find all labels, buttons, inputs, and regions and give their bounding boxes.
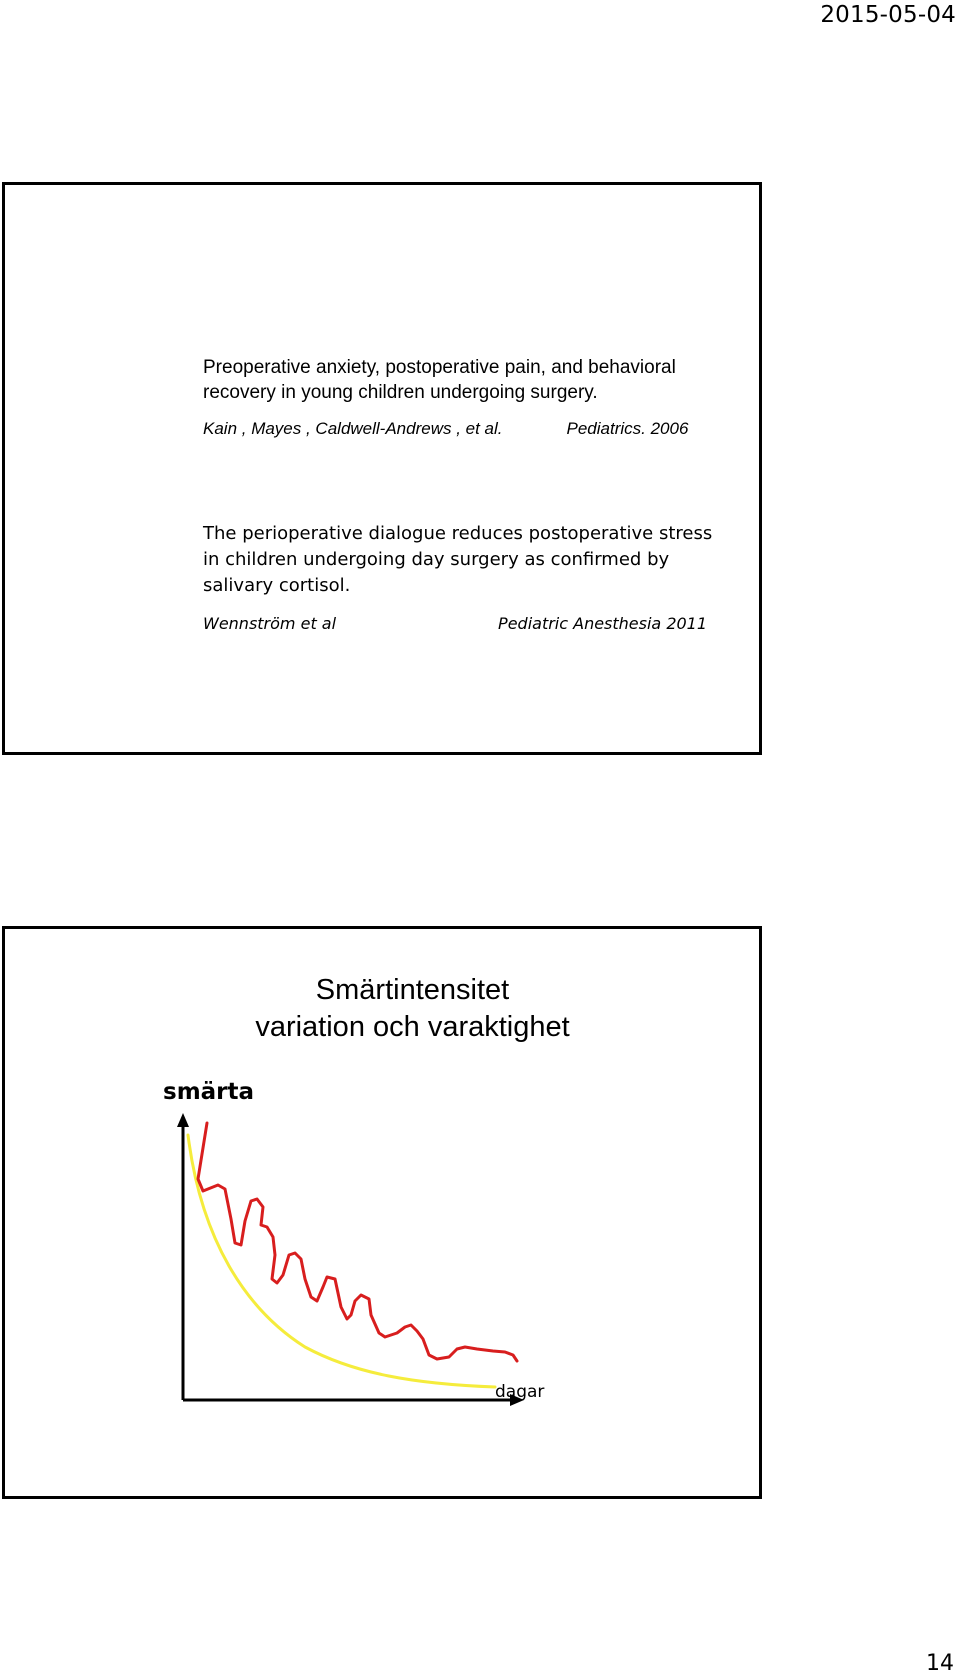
reference-kain	[203, 355, 743, 440]
reference-citation	[203, 613, 743, 635]
y-axis-arrowhead	[177, 1113, 189, 1127]
actual-pain-curve	[198, 1123, 517, 1361]
y-axis-label: smärta	[163, 1079, 255, 1105]
page-date: 2015-05-04	[820, 2, 956, 28]
page-number: 14	[926, 1651, 954, 1676]
trend-curve	[188, 1135, 495, 1387]
slide-pain-intensity	[2, 926, 762, 1499]
reference-authors: Kain , Mayes , Caldwell-Andrews , et al.	[203, 419, 503, 438]
slide-title-line: variation och varaktighet	[255, 1011, 570, 1043]
reference-title-line: recovery in young children undergoing surgery.	[203, 382, 598, 403]
slide-references	[2, 182, 762, 755]
reference-title-line: in children undergoing day surgery as confirmed by	[203, 549, 670, 570]
reference-authors: Wennström et al	[203, 614, 337, 633]
reference-wennstrom	[203, 521, 743, 635]
reference-title-line: salivary cortisol.	[203, 575, 351, 596]
reference-title-line: The perioperative dialogue reduces postoperative stress	[203, 523, 713, 544]
x-axis-label: dagar	[495, 1382, 545, 1402]
pain-illustration	[5, 929, 759, 1496]
reference-title-line: Preoperative anxiety, postoperative pain, and behavioral	[203, 357, 676, 378]
reference-citation	[203, 418, 743, 440]
reference-journal: Pediatric Anesthesia 2011	[498, 614, 708, 633]
reference-journal: Pediatrics. 2006	[566, 419, 689, 438]
slide-title-line: Smärtintensitet	[315, 974, 510, 1006]
